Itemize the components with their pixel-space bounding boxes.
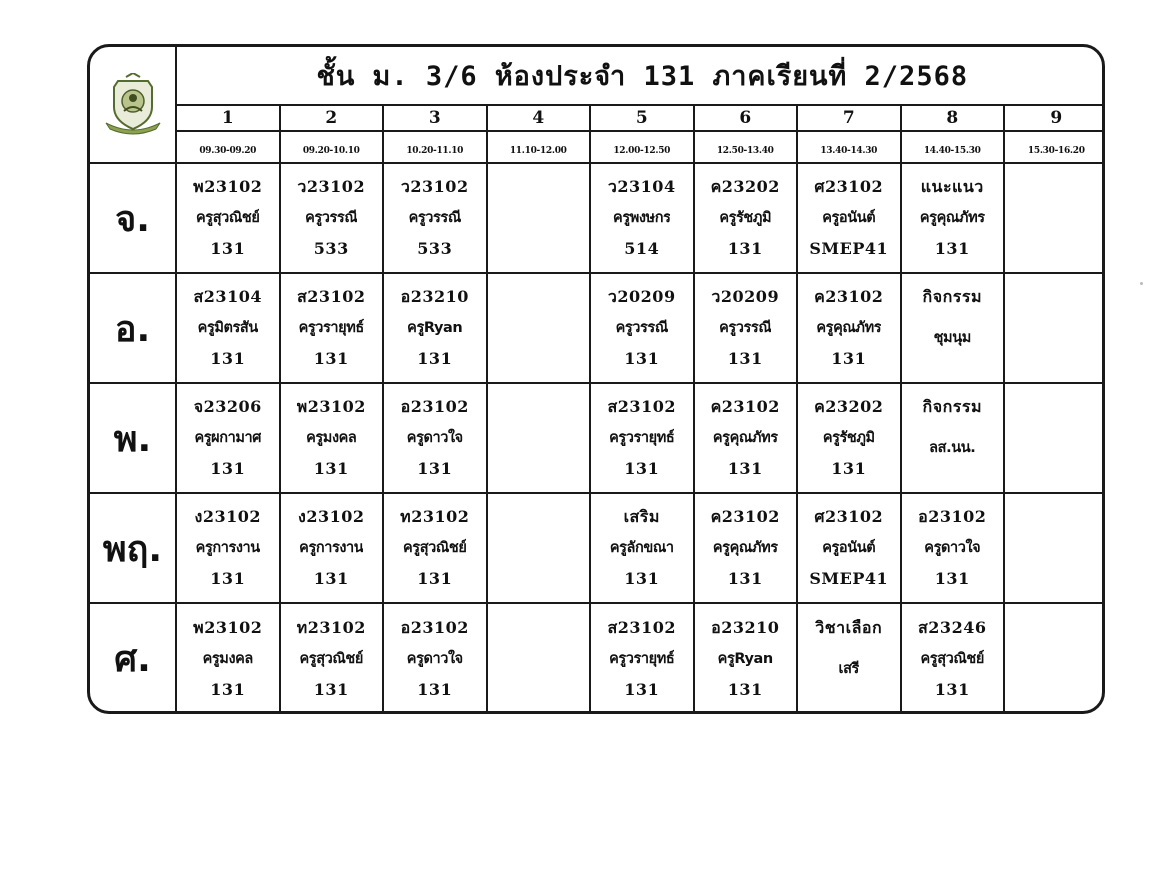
class-slot	[280, 493, 384, 603]
subject-code: ท23102	[400, 507, 470, 526]
subject-code: กิจกรรม	[922, 287, 982, 306]
class-slot	[176, 273, 280, 383]
room-number: 131	[831, 459, 867, 478]
class-slot	[1004, 273, 1105, 383]
subject-code: ค23102	[710, 507, 780, 526]
subject-code: ว23102	[400, 177, 469, 196]
class-slot-content	[177, 281, 279, 375]
room-number: SMEP41	[809, 569, 889, 588]
class-slot-content	[695, 171, 797, 265]
subject-code: พ23102	[193, 177, 263, 196]
day-label-cell	[90, 603, 176, 713]
subject-code: ค23102	[814, 287, 884, 306]
room-number: 131	[624, 349, 660, 368]
class-slot-content	[281, 171, 383, 265]
subject-code: ส23102	[297, 287, 366, 306]
teacher-name: ครูมงคล	[306, 430, 357, 446]
room-number: 131	[417, 459, 453, 478]
timetable-sheet	[87, 44, 1105, 714]
class-slot-content	[281, 391, 383, 485]
room-number: 131	[727, 349, 763, 368]
subject-code: ท23102	[296, 617, 366, 637]
day-row	[90, 603, 1105, 713]
class-slot	[797, 493, 901, 603]
day-label-cell	[90, 273, 176, 383]
period-time-label: 09.20-10.10	[302, 145, 360, 156]
class-slot-content	[1005, 612, 1105, 706]
class-slot	[901, 383, 1005, 493]
period-number-label: 2	[325, 108, 338, 128]
class-slot-content	[591, 171, 693, 265]
school-emblem-icon	[104, 73, 162, 137]
class-slot-content	[281, 281, 383, 375]
class-slot	[590, 603, 694, 713]
room-number: 514	[624, 239, 660, 258]
class-slot-content	[384, 171, 486, 265]
class-slot-content	[1005, 171, 1105, 265]
class-slot	[176, 163, 280, 273]
room-number: 131	[727, 459, 763, 478]
teacher-name: ครูรัชภูมิ	[822, 430, 875, 446]
class-slot-content	[695, 281, 797, 375]
teacher-name: ครูวรรณี	[615, 320, 668, 336]
subject-code: ศ23102	[814, 177, 884, 196]
subject-code: วิชาเลือก	[815, 617, 883, 637]
subject-code: อ23102	[400, 397, 469, 416]
class-slot	[280, 273, 384, 383]
day-row	[90, 493, 1105, 603]
period-number-9	[1004, 105, 1105, 131]
teacher-name: ครูมิตรสัน	[197, 320, 258, 336]
room-number: 131	[934, 239, 970, 258]
class-slot	[280, 163, 384, 273]
class-slot	[590, 493, 694, 603]
class-slot	[1004, 603, 1105, 713]
period-number-label: 5	[635, 108, 648, 128]
room-number: 533	[313, 239, 349, 258]
period-number-8	[901, 105, 1005, 131]
class-slot-content	[1005, 501, 1105, 595]
period-time-9	[1004, 131, 1105, 163]
period-time-2	[280, 131, 384, 163]
period-time-label: 14.40-15.30	[923, 145, 981, 156]
room-number: 131	[313, 459, 349, 478]
teacher-name: ครูคุณภัทร	[712, 540, 778, 556]
teacher-name: ครูคุณภัทร	[712, 430, 778, 446]
period-number-label: 3	[428, 108, 441, 128]
period-number-7	[797, 105, 901, 131]
class-slot	[176, 493, 280, 603]
day-label: จ.	[115, 198, 150, 240]
teacher-name: ครูวรรณี	[408, 210, 461, 226]
subject-code: ง23102	[194, 507, 261, 526]
teacher-name: ลส.นน.	[929, 440, 976, 456]
teacher-name: ครูอนันต์	[822, 540, 876, 556]
room-number: 533	[417, 239, 453, 258]
class-slot	[694, 163, 798, 273]
teacher-name: ครูผกามาศ	[194, 430, 262, 446]
class-slot	[280, 603, 384, 713]
room-number: 131	[313, 349, 349, 368]
subject-code: ค23102	[710, 397, 780, 416]
room-number: SMEP41	[809, 239, 889, 258]
teacher-name: ครูมงคล	[202, 650, 253, 667]
class-slot-content	[281, 501, 383, 595]
period-number-label: 8	[946, 108, 959, 128]
day-label: ศ.	[114, 639, 151, 680]
teacher-name: ครูRyan	[407, 320, 463, 336]
class-slot	[901, 273, 1005, 383]
class-slot-content	[695, 501, 797, 595]
class-slot-content	[384, 612, 486, 706]
subject-code: พ23102	[296, 397, 366, 416]
period-time-label: 13.40-14.30	[820, 145, 878, 156]
class-slot-content	[488, 281, 590, 375]
class-slot	[383, 163, 487, 273]
teacher-name: ครูดาวใจ	[406, 430, 463, 446]
period-number-label: 4	[532, 108, 545, 128]
period-time-3	[383, 131, 487, 163]
period-number-label: 6	[739, 108, 752, 128]
teacher-name: ครูอนันต์	[822, 210, 876, 226]
class-slot-content	[177, 501, 279, 595]
class-slot	[487, 493, 591, 603]
room-number: 131	[417, 349, 453, 368]
room-number: 131	[417, 569, 453, 588]
class-slot-content	[384, 391, 486, 485]
subject-code: ค23202	[814, 397, 884, 416]
class-slot-content	[177, 391, 279, 485]
room-number: 131	[210, 239, 246, 258]
subject-code: ส23102	[607, 617, 676, 637]
title-cell	[176, 47, 1105, 105]
teacher-name: ครูวรายุทธ์	[298, 320, 364, 336]
period-time-label: 11.10-12.00	[509, 145, 567, 156]
class-slot-content	[902, 391, 1004, 485]
class-slot-content	[798, 612, 900, 706]
class-slot	[901, 163, 1005, 273]
subject-code: อ23210	[711, 617, 780, 637]
class-slot	[487, 163, 591, 273]
period-time-8	[901, 131, 1005, 163]
teacher-name: ครูวรายุทธ์	[609, 650, 675, 667]
class-slot-content	[798, 391, 900, 485]
class-slot	[694, 383, 798, 493]
class-slot-content	[798, 281, 900, 375]
teacher-name: ครูสุวณิชย์	[299, 650, 363, 667]
class-slot-content	[591, 612, 693, 706]
class-slot	[590, 273, 694, 383]
day-row	[90, 383, 1105, 493]
subject-code: อ23102	[918, 507, 987, 526]
class-slot-content	[177, 612, 279, 706]
subject-code: พ23102	[193, 617, 263, 637]
class-slot-content	[902, 171, 1004, 265]
class-slot	[797, 163, 901, 273]
class-slot	[176, 383, 280, 493]
period-number-label: 1	[221, 108, 234, 128]
subject-code: ว23102	[297, 177, 366, 196]
class-slot-content	[902, 612, 1004, 706]
class-slot-content	[488, 171, 590, 265]
class-slot	[797, 603, 901, 713]
day-label-cell	[90, 163, 176, 273]
room-number: 131	[313, 679, 349, 699]
class-slot-content	[488, 501, 590, 595]
subject-code: เสริม	[623, 507, 660, 526]
subject-code: ส23102	[607, 397, 676, 416]
class-slot-content	[488, 391, 590, 485]
subject-code: กิจกรรม	[922, 397, 982, 416]
class-slot-content	[384, 501, 486, 595]
day-label-cell	[90, 383, 176, 493]
period-time-label: 12.00-12.50	[613, 145, 671, 156]
room-number: 131	[624, 569, 660, 588]
period-time-1	[176, 131, 280, 163]
period-number-label: 7	[842, 108, 855, 128]
room-number: 131	[210, 679, 246, 699]
period-number-2	[280, 105, 384, 131]
class-slot-content	[902, 501, 1004, 595]
day-label-cell	[90, 493, 176, 603]
room-number: 131	[313, 569, 349, 588]
scan-speck	[1140, 282, 1143, 285]
class-slot	[797, 273, 901, 383]
period-time-7	[797, 131, 901, 163]
day-label: อ.	[114, 308, 151, 350]
subject-code: ว23104	[607, 177, 676, 196]
class-slot	[487, 603, 591, 713]
room-number: 131	[210, 349, 246, 368]
period-number-3	[383, 105, 487, 131]
room-number: 131	[934, 569, 970, 588]
teacher-name: เสรี	[838, 660, 859, 677]
class-slot	[694, 603, 798, 713]
subject-code: ส23104	[193, 287, 262, 306]
teacher-name: ครูคุณภัทร	[919, 210, 985, 226]
class-slot	[901, 493, 1005, 603]
teacher-name: ครูสุวณิชย์	[403, 540, 467, 556]
class-slot-content	[1005, 281, 1105, 375]
class-slot	[1004, 493, 1105, 603]
class-slot	[797, 383, 901, 493]
teacher-name: ครูการงาน	[195, 540, 260, 556]
teacher-name: ครูสุวณิชย์	[196, 210, 260, 226]
room-number: 131	[624, 679, 660, 699]
class-slot	[901, 603, 1005, 713]
day-row	[90, 163, 1105, 273]
logo-cell	[90, 47, 176, 163]
subject-code: ว20209	[607, 287, 676, 306]
teacher-name: ครูลักขณา	[609, 540, 674, 556]
class-slot-content	[591, 391, 693, 485]
class-slot-content	[695, 612, 797, 706]
class-slot	[694, 493, 798, 603]
teacher-name: ครูรัชภูมิ	[719, 210, 772, 226]
teacher-name: ครูRyan	[717, 650, 773, 667]
period-time-4	[487, 131, 591, 163]
teacher-name: ครูคุณภัทร	[816, 320, 882, 336]
class-slot	[487, 383, 591, 493]
period-time-label: 12.50-13.40	[716, 145, 774, 156]
class-slot-content	[591, 281, 693, 375]
room-number: 131	[210, 569, 246, 588]
day-label: พ.	[113, 418, 152, 460]
class-slot-content	[384, 281, 486, 375]
room-number: 131	[727, 679, 763, 699]
timetable	[90, 47, 1105, 713]
teacher-name: ครูการงาน	[299, 540, 364, 556]
teacher-name: ครูดาวใจ	[406, 650, 463, 667]
class-slot-content	[695, 391, 797, 485]
period-time-5	[590, 131, 694, 163]
period-time-label: 15.30-16.20	[1027, 145, 1085, 156]
teacher-name: ครูดาวใจ	[924, 540, 981, 556]
class-slot	[383, 383, 487, 493]
class-slot	[383, 273, 487, 383]
room-number: 131	[210, 459, 246, 478]
subject-code: ว20209	[711, 287, 780, 306]
class-slot	[694, 273, 798, 383]
subject-code: แนะแนว	[920, 177, 984, 196]
day-label: พฤ.	[102, 528, 163, 570]
subject-code: อ23102	[400, 617, 469, 637]
class-slot-content	[1005, 391, 1105, 485]
class-slot	[176, 603, 280, 713]
class-slot	[487, 273, 591, 383]
subject-code: ง23102	[298, 507, 365, 526]
period-number-4	[487, 105, 591, 131]
class-slot	[280, 383, 384, 493]
room-number: 131	[831, 349, 867, 368]
period-number-1	[176, 105, 280, 131]
class-slot	[383, 493, 487, 603]
subject-code: จ23206	[193, 397, 262, 416]
subject-code: ส23246	[918, 617, 987, 637]
class-slot	[1004, 163, 1105, 273]
room-number: 131	[727, 239, 763, 258]
page-title: ชั้น ม. 3/6 ห้องประจำ 131 ภาคเรียนที่ 2/2568	[316, 61, 969, 92]
teacher-name: ครูสุวณิชย์	[920, 650, 984, 667]
room-number: 131	[934, 679, 970, 699]
class-slot-content	[591, 501, 693, 595]
class-slot-content	[798, 501, 900, 595]
teacher-name: ครูพงษกร	[613, 210, 671, 226]
teacher-name: ครูวรรณี	[719, 320, 772, 336]
class-slot	[590, 163, 694, 273]
period-number-5	[590, 105, 694, 131]
subject-code: ศ23102	[814, 507, 884, 526]
teacher-name: ชุมนุม	[933, 330, 971, 346]
period-time-label: 10.20-11.10	[406, 145, 464, 156]
room-number: 131	[727, 569, 763, 588]
class-slot	[1004, 383, 1105, 493]
class-slot-content	[281, 612, 383, 706]
class-slot-content	[798, 171, 900, 265]
class-slot-content	[177, 171, 279, 265]
class-slot-content	[902, 281, 1004, 375]
period-number-6	[694, 105, 798, 131]
class-slot-content	[488, 612, 590, 706]
class-slot	[590, 383, 694, 493]
subject-code: ค23202	[710, 177, 780, 196]
period-time-6	[694, 131, 798, 163]
subject-code: อ23210	[400, 287, 469, 306]
teacher-name: ครูวรายุทธ์	[609, 430, 675, 446]
teacher-name: ครูวรรณี	[305, 210, 358, 226]
period-number-label: 9	[1050, 108, 1063, 128]
room-number: 131	[624, 459, 660, 478]
day-row	[90, 273, 1105, 383]
period-time-label: 09.30-09.20	[199, 145, 257, 156]
class-slot	[383, 603, 487, 713]
room-number: 131	[417, 679, 453, 699]
